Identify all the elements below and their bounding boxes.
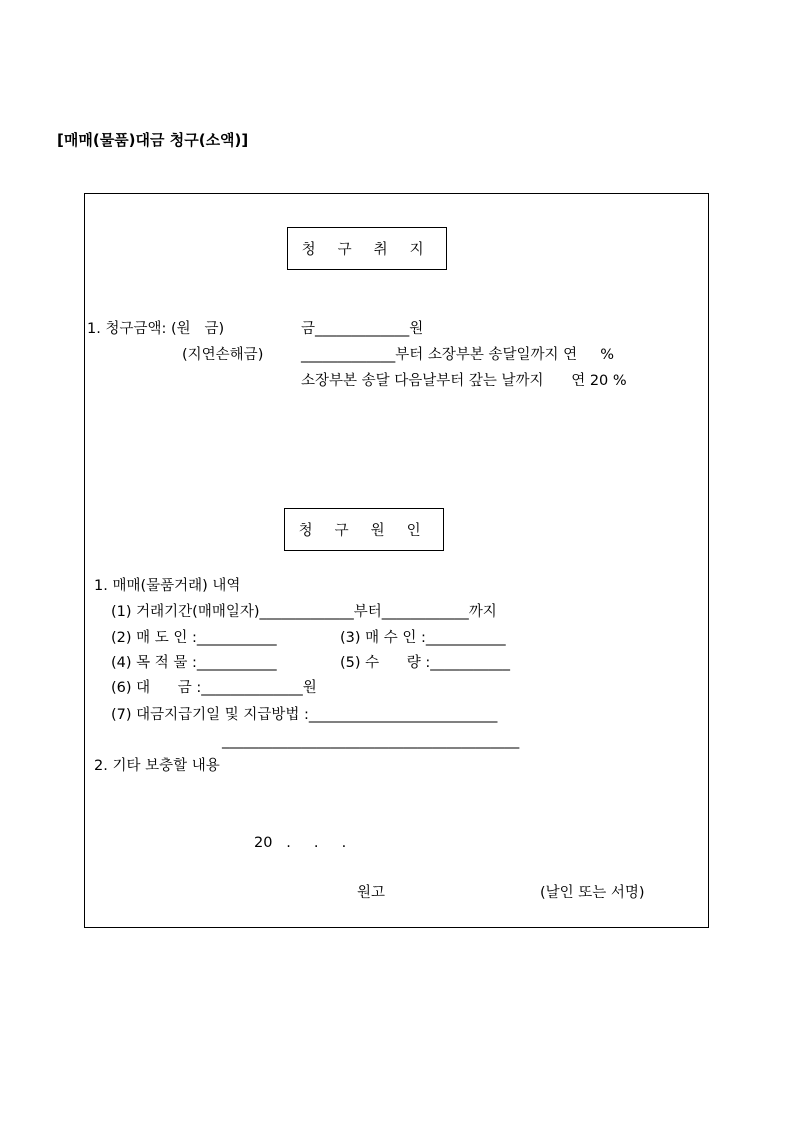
signature-note: (날인 또는 서명)	[540, 885, 645, 901]
plaintiff-label: 원고	[357, 885, 386, 901]
delay-damages-line1: _____________부터 소장부본 송달일까지 연 %	[301, 347, 614, 363]
claim-purpose-heading-box	[287, 227, 447, 270]
price-line: (6) 대 금 :______________원	[111, 680, 317, 696]
quantity-line: (5) 수 량 :___________	[340, 655, 511, 671]
other-details-heading: 2. 기타 보충할 내용	[94, 758, 220, 774]
claim-amount-value: 금_____________원	[301, 321, 424, 337]
sale-details-heading: 1. 매매(물품거래) 내역	[94, 578, 241, 594]
claim-cause-heading: 청 구 원 인	[298, 523, 430, 539]
delay-damages-label: (지연손해금)	[182, 347, 264, 363]
payment-terms-continuation: _________________________________________	[222, 733, 520, 749]
payment-terms-line: (7) 대금지급기일 및 지급방법 :__________________________	[111, 707, 498, 723]
transaction-period-line: (1) 거래기간(매매일자)_____________부터____________까지	[111, 604, 497, 620]
delay-damages-line2: 소장부본 송달 다음날부터 갚는 날까지 연 20 %	[301, 373, 627, 389]
seller-line: (2) 매 도 인 :___________	[111, 630, 277, 646]
goods-line: (4) 목 적 물 :___________	[111, 655, 277, 671]
claim-purpose-heading: 청 구 취 지	[301, 242, 433, 258]
document-title: [매매(물품)대금 청구(소액)]	[57, 131, 249, 149]
buyer-line: (3) 매 수 인 :___________	[340, 630, 506, 646]
claim-amount-label: 1. 청구금액: (원 금)	[87, 321, 225, 337]
form-frame	[84, 193, 709, 928]
claim-cause-heading-box	[284, 508, 444, 551]
date-line: 20 . . .	[254, 835, 347, 851]
